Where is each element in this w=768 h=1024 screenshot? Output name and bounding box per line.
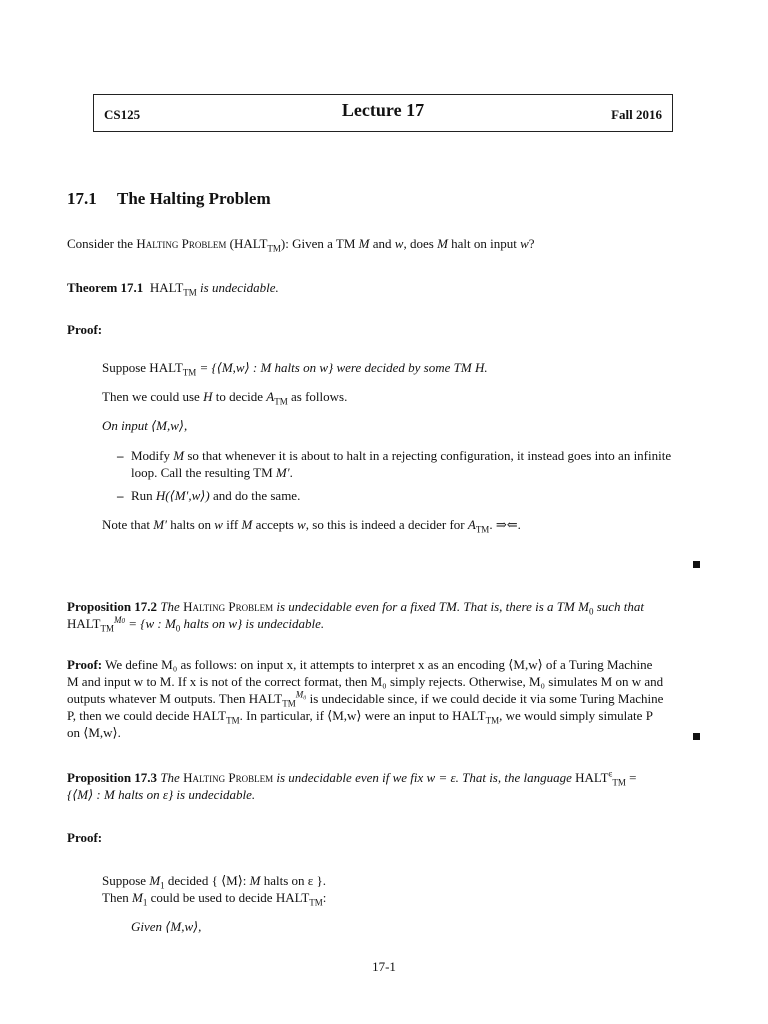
bullet-item: – Run H(⟨M′,w⟩) and do the same. [117, 488, 301, 503]
section-title: The Halting Problem [117, 189, 271, 208]
proposition-continuation: $HALT_{TM}^{M0} = \{w$ : $M_0$ halts on w} is undecidable. [67, 614, 325, 634]
proof-line: Then we could use H to decide $A_{TM}$ as follows. [102, 389, 348, 407]
proof-line: Then $M_1$ could be used to decide $HALT_{TM}$: [102, 890, 327, 908]
theorem-17-1: Theorem 17.1 $HALT_{TM}$ is undecidable. [67, 280, 279, 298]
proposition-label: Proposition 17.2 [67, 599, 158, 614]
theorem-label: Theorem 17.1 [67, 280, 144, 295]
proof-note: Note that M′ halts on w iff M accepts w, so this is indeed a decider for $A_{TM}$. ⇒⇐. [102, 517, 521, 535]
lecture-header [93, 94, 673, 132]
proof-paragraph: Proof: We define M₀ as follows: on input x, it attempts to interpret x as an encoding ⟨M,w⟩ of a Turing Machine M and input w to M. If x is not of the correct format, then M₀ simply rejects. Otherwise, M₀ simulates M on w and outputs whatever M outputs. Then $HALT_{TM}^{M_0}$ is undecidable since, if we could decide it via some Turing Machine P, then we could decide $HALT_{TM}$. In particular, if ⟨M,w⟩ were an input to $HALT_{TM}$, we would simply simulate P on ⟨M,w⟩. [67, 657, 664, 740]
qed-square [693, 561, 700, 568]
proposition-17-3: Proposition 17.3 The Halting Problem is undecidable even if we fix w = ε. That is, the language $HALT^\varepsilon_{TM}$ = [67, 768, 637, 788]
qed-square [693, 733, 700, 740]
section-heading [67, 190, 271, 207]
proof-line: Given ⟨M,w⟩, [131, 919, 202, 934]
intro-paragraph: Consider the Halting Problem $(HALT_{TM})$: Given a TM M and w, does M halt on input w? [67, 236, 535, 254]
proof-line: Suppose $HALT_{TM}$ = {⟨M,w⟩ : M halts on w} were decided by some TM H. [102, 360, 488, 378]
proposition-17-2: Proposition 17.2 The Halting Problem is undecidable even for a fixed TM. That is, there is a TM $M_0$ such that [67, 599, 644, 617]
proposition-label: Proposition 17.3 [67, 770, 158, 785]
proof-line: On input ⟨M,w⟩, [102, 418, 188, 433]
term: Fall 2016 [611, 107, 662, 122]
proof-label: Proof: [67, 322, 103, 337]
proposition-continuation: {⟨M⟩ : M halts on ε} is undecidable. [67, 787, 256, 802]
section-number: 17.1 [67, 189, 97, 208]
lecture-title: Lecture 17 [341, 100, 425, 120]
proof-line: Suppose $M_1$ decided { ⟨M⟩: M halts on ε }. [102, 873, 326, 891]
bullet-item: – Modify M so that whenever it is about to halt in a rejecting configuration, it instead goes into an infinite [117, 448, 672, 463]
page-number: 17-1 [372, 959, 396, 974]
course-code: CS125 [104, 107, 141, 122]
bullet-continuation: loop. Call the resulting TM M′. [131, 465, 293, 480]
proof-label: Proof: [67, 830, 103, 845]
